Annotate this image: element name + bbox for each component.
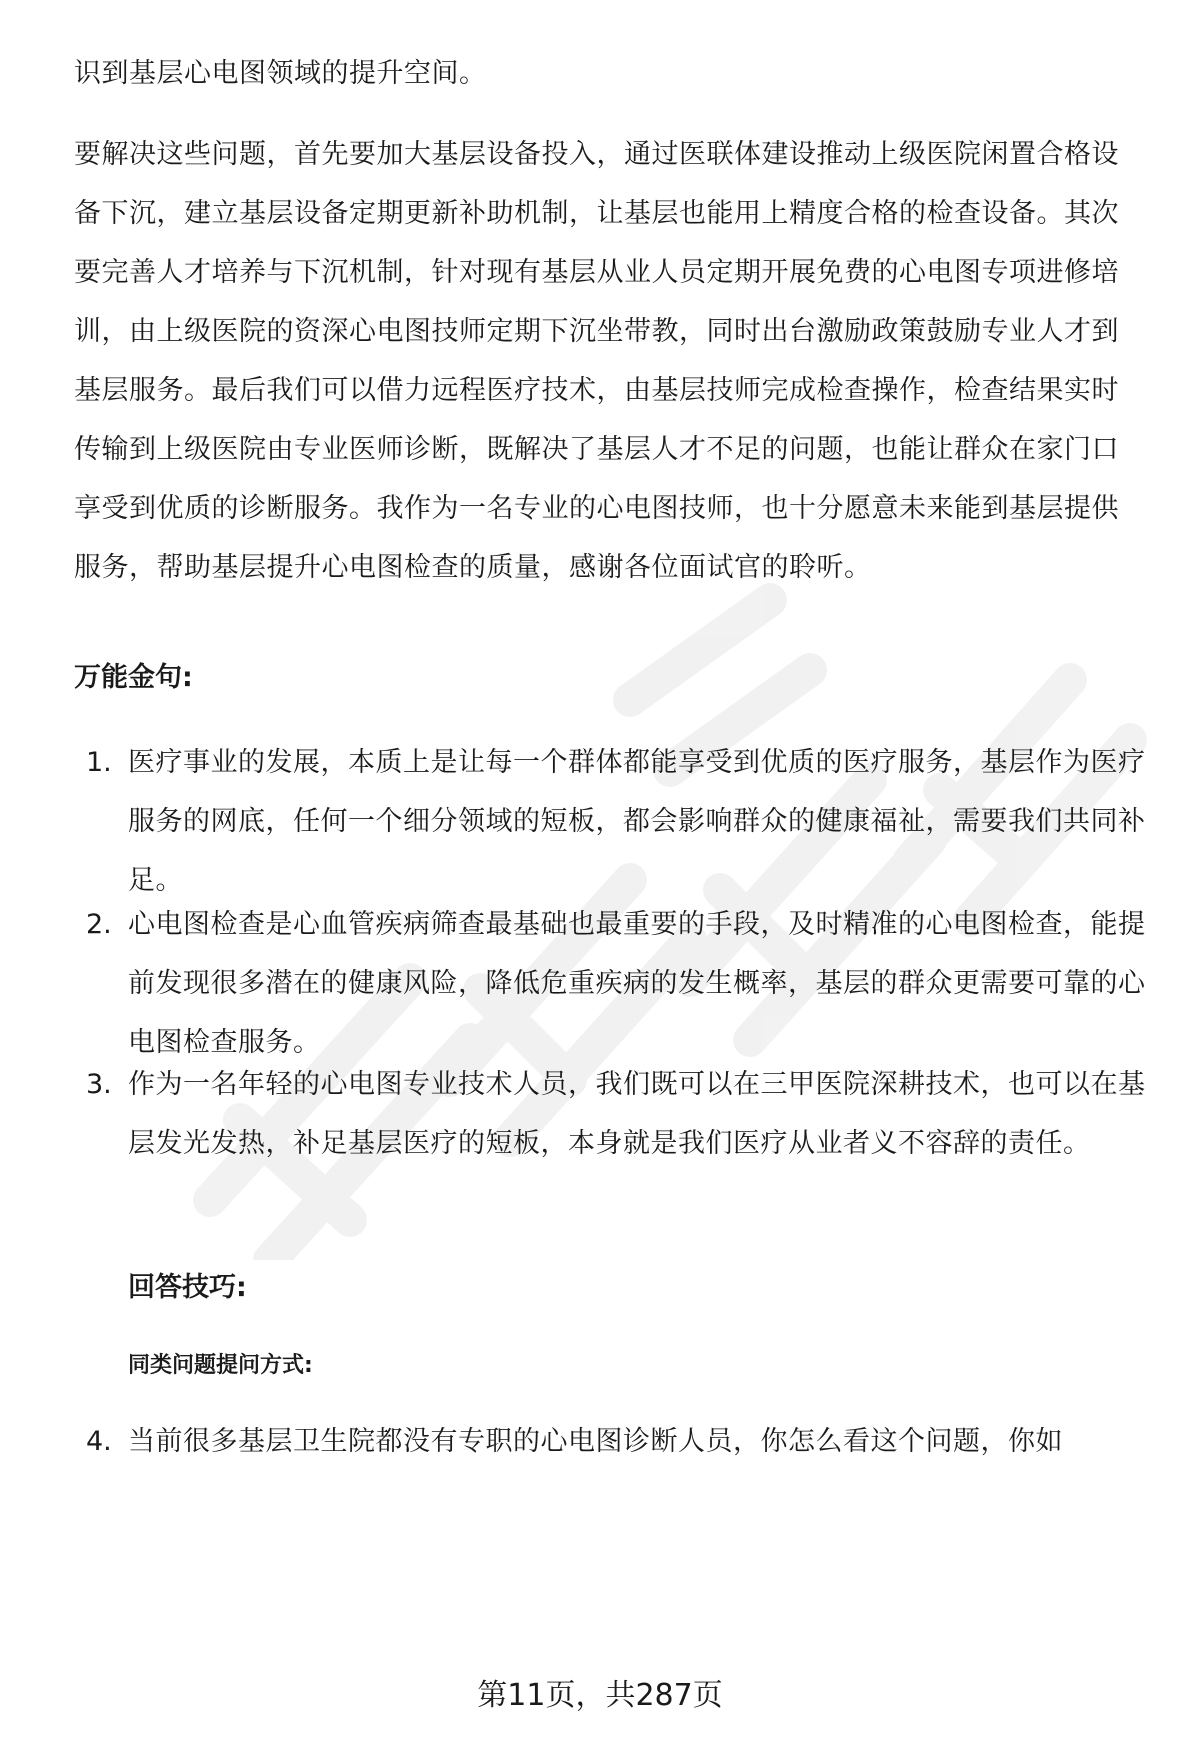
list-item — [74, 895, 1146, 1072]
paragraph-solutions: 要解决这些问题，首先要加大基层设备投入，通过医联体建设推动上级医院闲置合格设备下沉，建立基层设备定期更新补助机制，让基层也能用上精度合格的检查设备。其次要完善人才培养与下沉机制，针对现有基层从业人员定期开展免费的心电图专项进修培训，由上级医院的资深心电图技师定期下沉坐带教，同时出台激励政策鼓励专业人才到基层服务。最后我们可以借力远程医疗技术，由基层技师完成检查操作，检查结果实时传输到上级医院由专业医师诊断，既解决了基层人才不足的问题，也能让群众在家门口享受到优质的诊断服务。我作为一名专业的心电图技师，也十分愿意未来能到基层提供服务，帮助基层提升心电图检查的质量，感谢各位面试官的聆听。 — [74, 139, 1119, 583]
list-item-text: 作为一名年轻的心电图专业技术人员，我们既可以在三甲医院深耕技术，也可以在基层发光发热，补足基层医疗的短板，本身就是我们医疗从业者义不容辞的责任。 — [128, 1069, 1146, 1159]
subheading-similar-questions: 同类问题提问方式: — [128, 1353, 313, 1378]
list-item — [74, 1055, 1146, 1173]
list-number: 1. — [86, 747, 112, 778]
list-item — [74, 1412, 1146, 1471]
heading-answer-tips: 回答技巧: — [128, 1272, 247, 1303]
list-number: 2. — [86, 909, 112, 940]
list-number: 4. — [86, 1426, 112, 1457]
page-number-footer: 第11页，共287页 — [477, 1678, 723, 1713]
list-item-text: 当前很多基层卫生院都没有专职的心电图诊断人员，你怎么看这个问题，你如 — [128, 1426, 1063, 1457]
list-number: 3. — [86, 1069, 112, 1100]
heading-golden-sentences: 万能金句: — [74, 662, 193, 693]
list-item-text: 医疗事业的发展，本质上是让每一个群体都能享受到优质的医疗服务，基层作为医疗服务的网底，任何一个细分领域的短板，都会影响群众的健康福祉，需要我们共同补足。 — [128, 747, 1146, 896]
list-item — [74, 733, 1146, 910]
paragraph-continuation: 识到基层心电图领域的提升空间。 — [74, 58, 487, 89]
list-item-text: 心电图检查是心血管疾病筛查最基础也最重要的手段，及时精准的心电图检查，能提前发现很多潜在的健康风险，降低危重疾病的发生概率，基层的群众更需要可靠的心电图检查服务。 — [128, 909, 1146, 1058]
